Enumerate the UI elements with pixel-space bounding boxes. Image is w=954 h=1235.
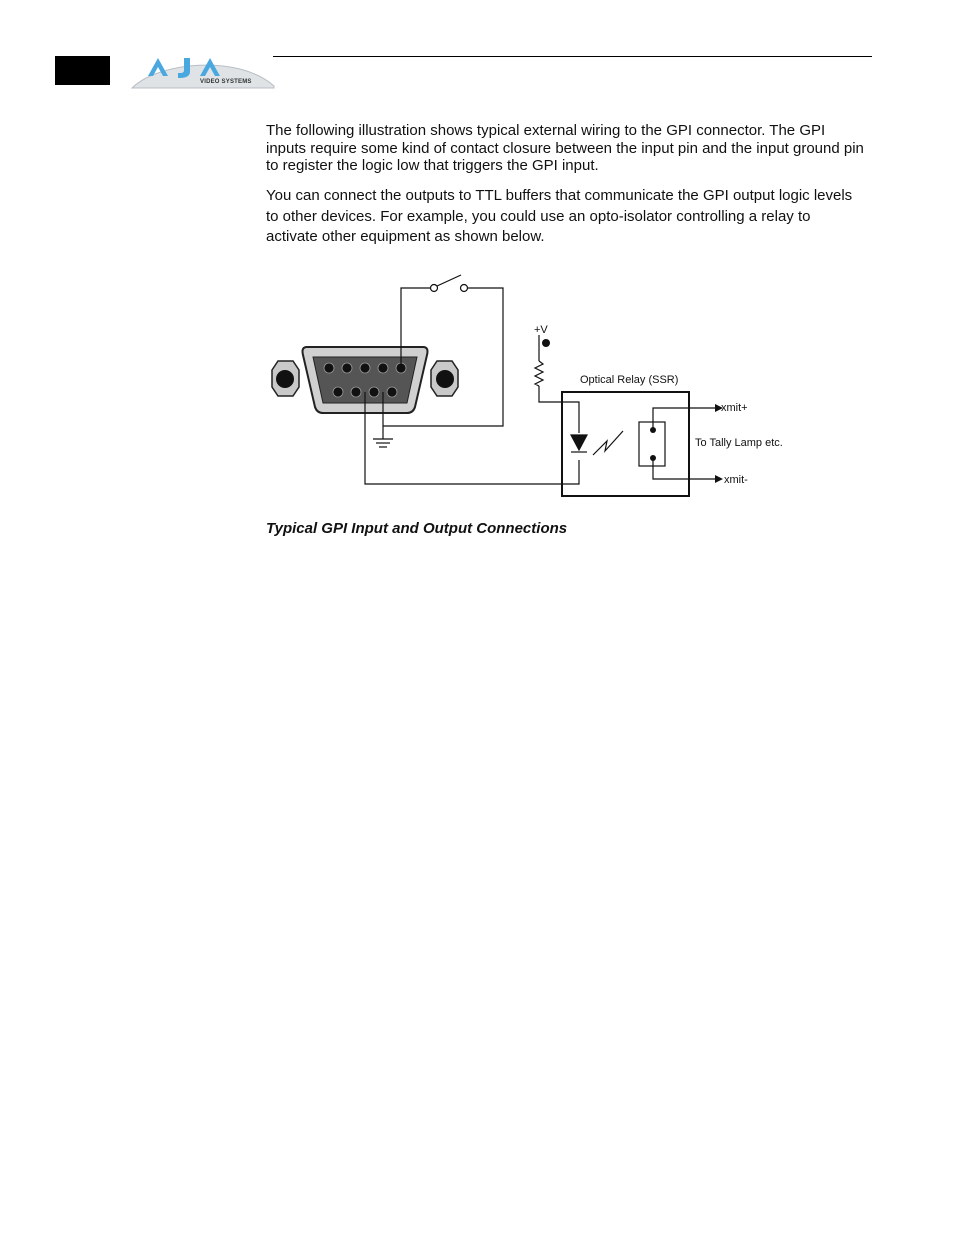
paragraph-outputs: You can connect the outputs to TTL buffers that communicate the GPI output logic levels to other devices. For example, you could use an opto-isolator controlling a relay to activate other equipment as shown below. [266, 187, 853, 245]
supply-node [542, 339, 550, 347]
xmit-minus-wire [653, 458, 715, 479]
right-hex-nut [431, 361, 458, 396]
aja-logo [128, 52, 276, 92]
light-arrow-icon [593, 431, 623, 455]
xmit-plus-label: xmit+ [721, 402, 748, 414]
logo-subtext: VIDEO SYSTEMS [200, 79, 252, 85]
xmit-plus-wire [653, 408, 715, 430]
supply-label: +V [534, 324, 548, 336]
left-hex-nut [272, 361, 299, 396]
supply-resistor [535, 335, 579, 433]
paragraph-intro: The following illustration shows typical external wiring to the GPI connector. The GPI inputs require some kind of contact closure between the input pin and the input ground pin to register the logic low that triggers the GPI input. [266, 122, 864, 174]
gpi-wiring-diagram [265, 265, 805, 505]
led-icon [571, 435, 587, 452]
page-tab [55, 56, 110, 85]
header-rule [273, 56, 872, 57]
relay-label: Optical Relay (SSR) [580, 374, 679, 386]
load-label: To Tally Lamp etc. [695, 437, 783, 449]
xmit-minus-label: xmit- [724, 474, 748, 486]
figure-caption: Typical GPI Input and Output Connections [266, 520, 568, 537]
